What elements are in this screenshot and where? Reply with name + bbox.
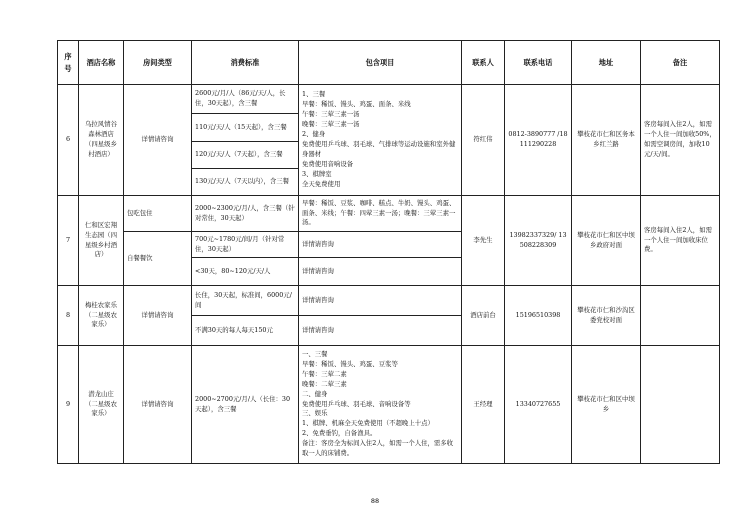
cell-remark: 客房每间入住2人，如需一个人住一间加收床位费。 [641, 196, 720, 286]
cell-includes: 详情请咨询 [299, 316, 462, 346]
cell-phone: 13982337329/ 13508228309 [505, 196, 572, 286]
cell-no: 7 [58, 196, 79, 286]
cell-contact: 王经理 [462, 346, 505, 464]
header-phone: 联系电话 [505, 41, 572, 85]
cell-room-type: 详情请咨询 [124, 346, 192, 464]
cell-hotel-name: 梅桂农家乐（二星级农家乐） [79, 286, 124, 346]
cell-includes: 详情请咨询 [299, 232, 462, 258]
cell-includes: 详情请咨询 [299, 258, 462, 286]
cell-remark: 客房每间入住2人，如需一个人住一间加收50%，如需空调房间，加收10元/天/间。 [641, 85, 720, 196]
cell-price: 不满30天的每人每天150元 [192, 316, 299, 346]
cell-contact: 李先生 [462, 196, 505, 286]
cell-price: 130元/天/人（7天以内），含三餐 [192, 169, 299, 196]
cell-price: 110元/天/人（15天起），含三餐 [192, 114, 299, 142]
cell-price: 长住，30天起，标准间，6000元/间 [192, 286, 299, 316]
header-room-type: 房间类型 [124, 41, 192, 85]
cell-price: 2000~2300元/月/人，含三餐（针对常住，30天起） [192, 196, 299, 232]
cell-no: 8 [58, 286, 79, 346]
header-row [58, 41, 720, 85]
cell-phone: 15196510398 [505, 286, 572, 346]
cell-hotel-name: 潜龙山庄（二星级农家乐） [79, 346, 124, 464]
cell-price: <30天，80~120元/天/人 [192, 258, 299, 286]
cell-remark [641, 286, 720, 346]
cell-phone: 13340727655 [505, 346, 572, 464]
cell-price: 700元~1780元/间/月（针对常住，30天起） [192, 232, 299, 258]
cell-address: 攀枝花市仁和沙沟区委党校对面 [572, 286, 641, 346]
cell-no: 9 [58, 346, 79, 464]
header-contact: 联系人 [462, 41, 505, 85]
table-row [58, 286, 720, 316]
cell-includes: 详情请咨询 [299, 286, 462, 316]
header-hotel-name: 酒店名称 [79, 41, 124, 85]
cell-hotel-name: 乌拉风情谷森林酒店（四星级乡村酒店） [79, 85, 124, 196]
cell-hotel-name: 仁和区宏翔生态园（四星级乡村酒店） [79, 196, 124, 286]
cell-no: 6 [58, 85, 79, 196]
hotel-table [57, 40, 720, 464]
cell-room-type: 详情请咨询 [124, 85, 192, 196]
header-price: 消费标准 [192, 41, 299, 85]
cell-phone: 0812-3890777 /18111290228 [505, 85, 572, 196]
cell-price: 2000~2700元/月/人（长住：30天起），含三餐 [192, 346, 299, 464]
header-address: 地址 [572, 41, 641, 85]
cell-address: 攀枝花市仁和区中坝乡 [572, 346, 641, 464]
cell-room-type: 自餐餐饮 [124, 232, 192, 286]
cell-remark [641, 346, 720, 464]
cell-address: 攀枝花市仁和区务本乡红兰路 [572, 85, 641, 196]
cell-price: 120元/天/人（7天起），含三餐 [192, 142, 299, 169]
cell-room-type: 包吃包住 [124, 196, 192, 232]
header-no: 序号 [58, 41, 79, 85]
cell-contact: 符红伟 [462, 85, 505, 196]
cell-contact: 酒店前台 [462, 286, 505, 346]
table-row [58, 85, 720, 114]
page-number: 88 [370, 497, 380, 505]
cell-includes: 一、三餐 早餐：稀饭、馒头、鸡蛋、豆浆等 午餐：三荤二素 晚餐：二荤三素 二、健身 免费使用乒乓球、羽毛球、音响设备等 三、娱乐 1、棋牌、机麻全天免费使用（不超晚上十点） 2、免费垂钓，自备渔具。 备注：客房全为标间入住2人，如需一个人住，需多收取一人的床铺费。 [299, 346, 462, 464]
cell-includes: 早餐：稀饭、豆浆、咖啡、糕点、牛奶、馒头、鸡蛋、面条、米线；午餐：四荤三素一汤；晚餐：三荤三素一汤。 [299, 196, 462, 232]
table-row [58, 196, 720, 232]
cell-price: 2600元/月/人（86元/天/人，长住，30天起），含三餐 [192, 85, 299, 114]
cell-address: 攀枝花市仁和区中坝乡政府对面 [572, 196, 641, 286]
table-row [58, 346, 720, 464]
cell-includes: 1、三餐 早餐：稀饭、馒头、鸡蛋、面条、米线 午餐：三荤三素一汤 晚餐：三荤三素一汤 2、健身 免费使用乒乓球、羽毛球、气排球等运动设施和室外健身器材 免费使用音响设备 3、棋牌室 全天免费使用 [299, 85, 462, 196]
header-remark: 备注 [641, 41, 720, 85]
header-includes: 包含项目 [299, 41, 462, 85]
cell-room-type: 详情请咨询 [124, 286, 192, 346]
